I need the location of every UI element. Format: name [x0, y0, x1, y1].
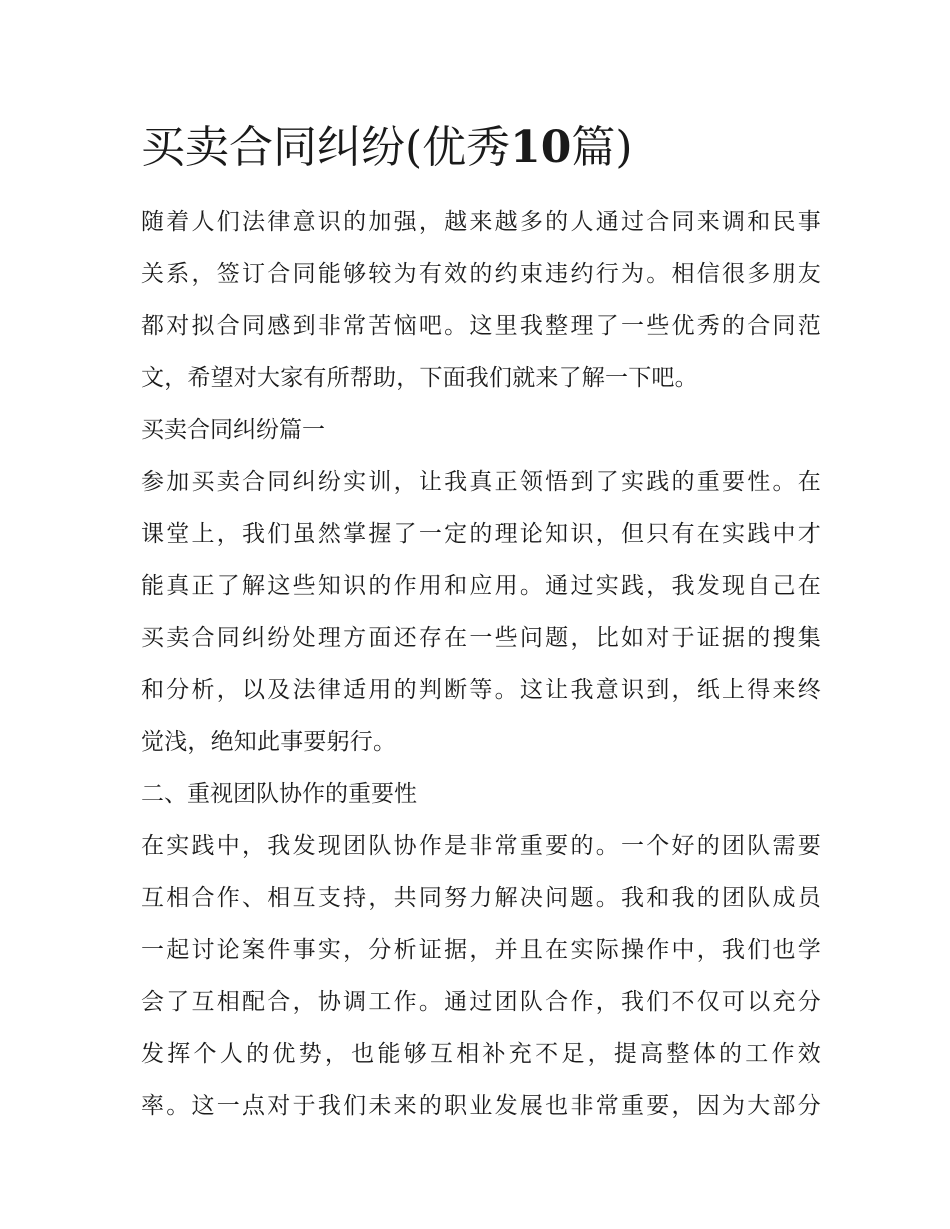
section-one-paragraph: [141, 456, 821, 768]
paragraph-line: 会了互相配合，协调工作。通过团队合作，我们不仅可以充分: [141, 989, 821, 1015]
paragraph-line: 和分析，以及法律适用的判断等。这让我意识到，纸上得来终: [141, 677, 821, 703]
paragraph-line: 课堂上，我们虽然掌握了一定的理论知识，但只有在实践中才: [141, 521, 821, 547]
paragraph-line: 文，希望对大家有所帮助，下面我们就来了解一下吧。: [141, 365, 698, 391]
section-one-heading: 买卖合同纠纷篇一: [141, 417, 325, 443]
paragraph-line: 互相合作、相互支持，共同努力解决问题。我和我的团队成员: [141, 885, 821, 911]
intro-paragraph: [141, 196, 821, 404]
section-two-heading: 二、重视团队协作的重要性: [141, 781, 417, 807]
paragraph-line: 率。这一点对于我们未来的职业发展也非常重要，因为大部分: [141, 1093, 821, 1119]
section-two-paragraph: [141, 820, 821, 1132]
document-body: [141, 112, 821, 1132]
paragraph-line: 发挥个人的优势，也能够互相补充不足，提高整体的工作效: [141, 1041, 821, 1067]
paragraph-line: 觉浅，绝知此事要躬行。: [141, 729, 397, 755]
title-prefix: 买卖合同纠纷(优秀: [141, 122, 511, 173]
document-title: [141, 112, 821, 196]
paragraph-line: 都对拟合同感到非常苦恼吧。这里我整理了一些优秀的合同范: [141, 313, 821, 339]
paragraph-line: 买卖合同纠纷处理方面还存在一些问题，比如对于证据的搜集: [141, 625, 821, 651]
title-suffix: 篇): [571, 122, 633, 173]
title-number: 10: [510, 122, 572, 173]
paragraph-line: 参加买卖合同纠纷实训，让我真正领悟到了实践的重要性。在: [141, 469, 821, 495]
paragraph-line: 一起讨论案件事实，分析证据，并且在实际操作中，我们也学: [141, 937, 821, 963]
paragraph-line: 在实践中，我发现团队协作是非常重要的。一个好的团队需要: [141, 833, 821, 859]
paragraph-line: 随着人们法律意识的加强，越来越多的人通过合同来调和民事: [141, 209, 821, 235]
paragraph-line: 能真正了解这些知识的作用和应用。通过实践，我发现自己在: [141, 573, 821, 599]
paragraph-line: 关系，签订合同能够较为有效的约束违约行为。相信很多朋友: [141, 261, 821, 287]
